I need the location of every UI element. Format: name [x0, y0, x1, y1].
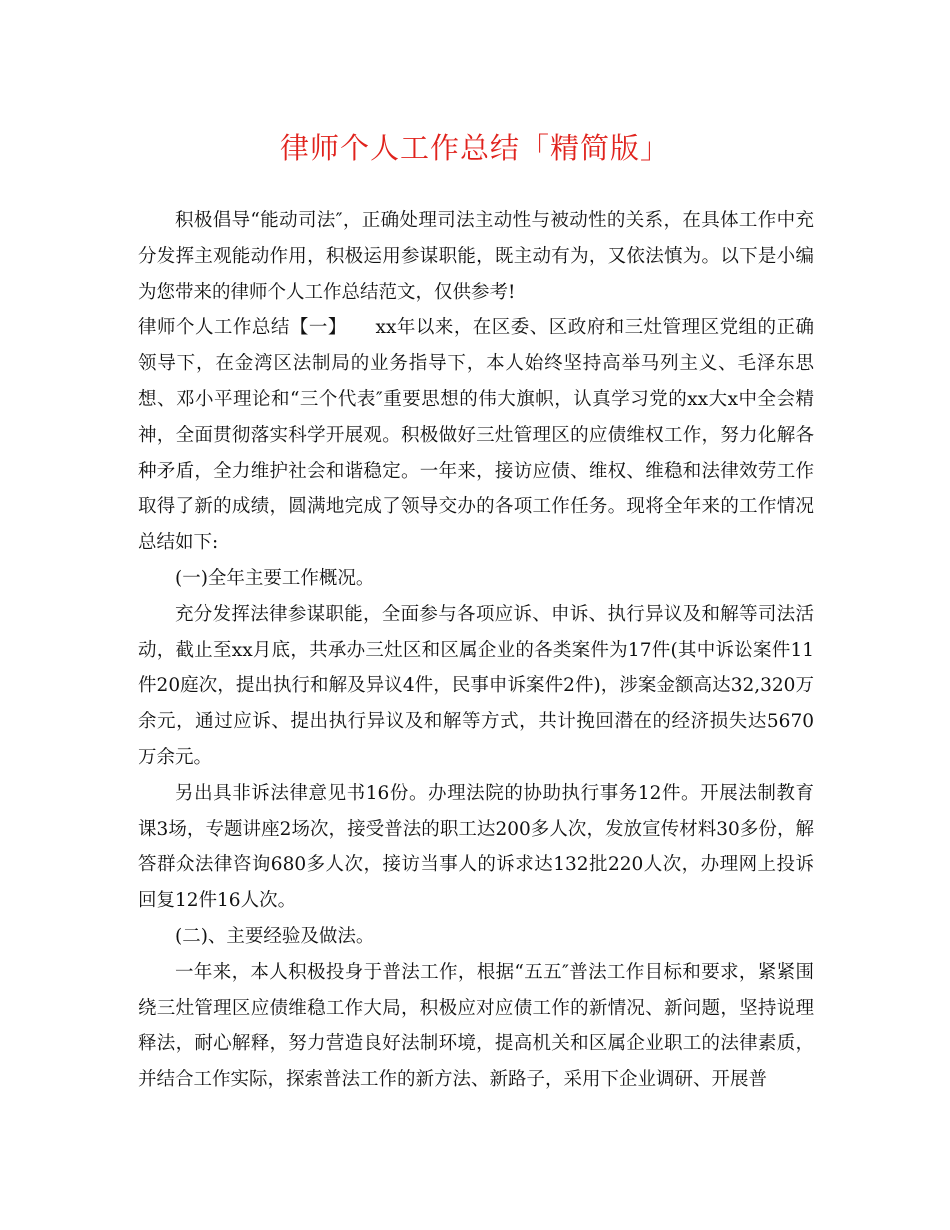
paragraph-cases: 充分发挥法律参谋职能，全面参与各项应诉、申诉、执行异议及和解等司法活动，截止至xx月底，共承办三灶区和区属企业的各类案件为17件(其中诉讼案件11件20庭次，提出执行和解及异议4件，民事申诉案件2件)，涉案金额高达32,320万余元，通过应诉、提出执行异议及和解等方式，共计挽回潜在的经济损失达5670万余元。	[138, 603, 814, 768]
section-heading-overview: (一)全年主要工作概况。	[175, 567, 375, 589]
paragraph-intro: 积极倡导“能动司法″，正确处理司法主动性与被动性的关系，在具体工作中充分发挥主观能动作用，积极运用参谋职能，既主动有为，又依法慎为。以下是小编为您带来的律师个人工作总结范文，仅供参考!	[138, 210, 814, 303]
paragraph-legal-education: 一年来，本人积极投身于普法工作，根据“五五″普法工作目标和要求，紧紧围绕三灶管理区应债维稳工作大局，积极应对应债工作的新情况、新问题，坚持说理释法，耐心解释，努力营造良好法制环境，提高机关和区属企业职工的法律素质，并结合工作实际，探索普法工作的新方法、新路子，采用下企业调研、开展普	[138, 961, 814, 1091]
document-title: 律师个人工作总结「精简版」	[279, 131, 670, 165]
paragraph-nonlitigation: 另出具非诉法律意见书16份。办理法院的协助执行事务12件。开展法制教育课3场，专题讲座2场次，接受普法的职工达200多人次，发放宣传材料30多份，解答群众法律咨询680多人次，接访当事人的诉求达132批220人次，办理网上投诉回复12件16人次。	[138, 782, 814, 912]
document-body	[138, 203, 814, 1098]
section-heading-experience: (二)、主要经验及做法。	[175, 925, 375, 947]
paragraph-summary-one: 律师个人工作总结【一】 xx年以来，在区委、区政府和三灶管理区党组的正确领导下，在金湾区法制局的业务指导下，本人始终坚持高举马列主义、毛泽东思想、邓小平理论和“三个代表″重要思想的伟大旗帜，认真学习党的xx大x中全会精神，全面贯彻落实科学开展观。积极做好三灶管理区的应债维权工作，努力化解各种矛盾，全力维护社会和谐稳定。一年来，接访应债、维权、维稳和法律效劳工作取得了新的成绩，圆满地完成了领导交办的各项工作任务。现将全年来的工作情况总结如下:	[138, 317, 814, 554]
